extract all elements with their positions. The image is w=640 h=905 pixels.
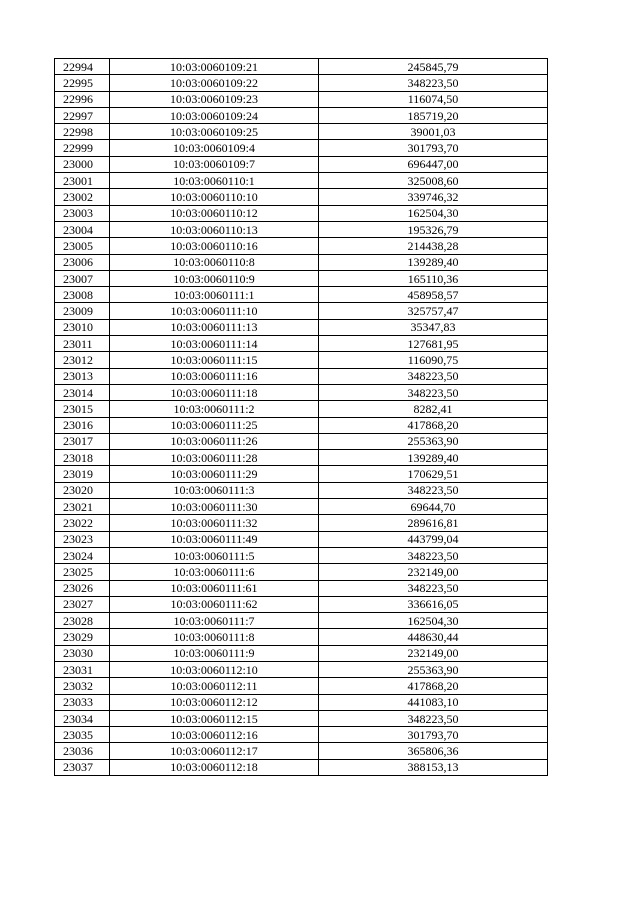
- table-row: [55, 221, 548, 237]
- cadastral-number-cell: 10:03:0060111:7: [110, 613, 319, 629]
- amount-cell: 348223,50: [319, 368, 548, 384]
- amount-cell: 165110,36: [319, 270, 548, 286]
- table-row: [55, 238, 548, 254]
- row-number-cell: 23001: [55, 173, 110, 189]
- row-number-cell: 23032: [55, 678, 110, 694]
- cadastral-number-cell: 10:03:0060111:26: [110, 433, 319, 449]
- cadastral-number-cell: 10:03:0060111:32: [110, 515, 319, 531]
- amount-cell: 365806,36: [319, 743, 548, 759]
- row-number-cell: 23016: [55, 417, 110, 433]
- row-number-cell: 23024: [55, 547, 110, 563]
- cadastral-number-cell: 10:03:0060111:62: [110, 596, 319, 612]
- row-number-cell: 23017: [55, 433, 110, 449]
- row-number-cell: 23019: [55, 466, 110, 482]
- amount-cell: 8282,41: [319, 401, 548, 417]
- cadastral-number-cell: 10:03:0060110:9: [110, 270, 319, 286]
- cadastral-number-cell: 10:03:0060111:6: [110, 564, 319, 580]
- amount-cell: 162504,30: [319, 613, 548, 629]
- row-number-cell: 22999: [55, 140, 110, 156]
- cadastral-number-cell: 10:03:0060111:18: [110, 384, 319, 400]
- row-number-cell: 23034: [55, 710, 110, 726]
- table-row: [55, 75, 548, 91]
- table-row: [55, 140, 548, 156]
- amount-cell: 325008,60: [319, 173, 548, 189]
- table-row: [55, 189, 548, 205]
- amount-cell: 232149,00: [319, 645, 548, 661]
- table-row: [55, 629, 548, 645]
- amount-cell: 388153,13: [319, 759, 548, 775]
- table-row: [55, 173, 548, 189]
- row-number-cell: 23003: [55, 205, 110, 221]
- cadastral-number-cell: 10:03:0060111:2: [110, 401, 319, 417]
- row-number-cell: 22996: [55, 91, 110, 107]
- row-number-cell: 23020: [55, 482, 110, 498]
- row-number-cell: 23030: [55, 645, 110, 661]
- row-number-cell: 23025: [55, 564, 110, 580]
- amount-cell: 69644,70: [319, 499, 548, 515]
- table-row: [55, 613, 548, 629]
- table-row: [55, 319, 548, 335]
- cadastral-number-cell: 10:03:0060109:7: [110, 156, 319, 172]
- amount-cell: 255363,90: [319, 661, 548, 677]
- amount-cell: 139289,40: [319, 254, 548, 270]
- table-row: [55, 694, 548, 710]
- cadastral-number-cell: 10:03:0060111:14: [110, 336, 319, 352]
- table-row: [55, 727, 548, 743]
- table-row: [55, 450, 548, 466]
- cadastral-number-cell: 10:03:0060111:13: [110, 319, 319, 335]
- row-number-cell: 23021: [55, 499, 110, 515]
- table-row: [55, 59, 548, 75]
- cadastral-number-cell: 10:03:0060109:23: [110, 91, 319, 107]
- cadastral-number-cell: 10:03:0060109:25: [110, 124, 319, 140]
- row-number-cell: 23011: [55, 336, 110, 352]
- cadastral-number-cell: 10:03:0060110:10: [110, 189, 319, 205]
- row-number-cell: 23012: [55, 352, 110, 368]
- amount-cell: 339746,32: [319, 189, 548, 205]
- row-number-cell: 23026: [55, 580, 110, 596]
- cadastral-number-cell: 10:03:0060111:61: [110, 580, 319, 596]
- cadastral-number-cell: 10:03:0060111:30: [110, 499, 319, 515]
- row-number-cell: 23002: [55, 189, 110, 205]
- cadastral-number-cell: 10:03:0060111:29: [110, 466, 319, 482]
- row-number-cell: 23010: [55, 319, 110, 335]
- table-row: [55, 107, 548, 123]
- table-row: [55, 124, 548, 140]
- amount-cell: 35347,83: [319, 319, 548, 335]
- table-row: [55, 417, 548, 433]
- table-body: [55, 59, 548, 776]
- amount-cell: 348223,50: [319, 547, 548, 563]
- table-row: [55, 580, 548, 596]
- amount-cell: 255363,90: [319, 433, 548, 449]
- row-number-cell: 23027: [55, 596, 110, 612]
- table-row: [55, 336, 548, 352]
- cadastral-number-cell: 10:03:0060111:16: [110, 368, 319, 384]
- cadastral-number-cell: 10:03:0060111:49: [110, 531, 319, 547]
- table-row: [55, 91, 548, 107]
- row-number-cell: 23005: [55, 238, 110, 254]
- table-row: [55, 205, 548, 221]
- row-number-cell: 23013: [55, 368, 110, 384]
- cadastral-number-cell: 10:03:0060111:28: [110, 450, 319, 466]
- cadastral-number-cell: 10:03:0060109:22: [110, 75, 319, 91]
- amount-cell: 195326,79: [319, 221, 548, 237]
- table-row: [55, 661, 548, 677]
- table-row: [55, 368, 548, 384]
- amount-cell: 301793,70: [319, 727, 548, 743]
- table-row: [55, 466, 548, 482]
- cadastral-number-cell: 10:03:0060112:11: [110, 678, 319, 694]
- amount-cell: 116074,50: [319, 91, 548, 107]
- row-number-cell: 23018: [55, 450, 110, 466]
- table-row: [55, 499, 548, 515]
- amount-cell: 348223,50: [319, 384, 548, 400]
- row-number-cell: 23031: [55, 661, 110, 677]
- cadastral-number-cell: 10:03:0060110:12: [110, 205, 319, 221]
- amount-cell: 417868,20: [319, 417, 548, 433]
- cadastral-number-cell: 10:03:0060112:15: [110, 710, 319, 726]
- amount-cell: 170629,51: [319, 466, 548, 482]
- amount-cell: 185719,20: [319, 107, 548, 123]
- amount-cell: 214438,28: [319, 238, 548, 254]
- row-number-cell: 23006: [55, 254, 110, 270]
- amount-cell: 441083,10: [319, 694, 548, 710]
- cadastral-number-cell: 10:03:0060109:24: [110, 107, 319, 123]
- amount-cell: 443799,04: [319, 531, 548, 547]
- row-number-cell: 23000: [55, 156, 110, 172]
- amount-cell: 348223,50: [319, 710, 548, 726]
- amount-cell: 348223,50: [319, 75, 548, 91]
- row-number-cell: 23029: [55, 629, 110, 645]
- cadastral-number-cell: 10:03:0060110:13: [110, 221, 319, 237]
- table-row: [55, 645, 548, 661]
- amount-cell: 417868,20: [319, 678, 548, 694]
- table-row: [55, 710, 548, 726]
- table-row: [55, 596, 548, 612]
- row-number-cell: 23023: [55, 531, 110, 547]
- table-row: [55, 401, 548, 417]
- amount-cell: 348223,50: [319, 580, 548, 596]
- table-row: [55, 547, 548, 563]
- cadastral-number-cell: 10:03:0060111:10: [110, 303, 319, 319]
- table-row: [55, 303, 548, 319]
- cadastral-number-cell: 10:03:0060112:12: [110, 694, 319, 710]
- row-number-cell: 23036: [55, 743, 110, 759]
- table-row: [55, 678, 548, 694]
- amount-cell: 458958,57: [319, 287, 548, 303]
- amount-cell: 232149,00: [319, 564, 548, 580]
- table-row: [55, 482, 548, 498]
- cadastral-number-cell: 10:03:0060112:16: [110, 727, 319, 743]
- data-table: [54, 58, 548, 776]
- amount-cell: 325757,47: [319, 303, 548, 319]
- amount-cell: 245845,79: [319, 59, 548, 75]
- row-number-cell: 23007: [55, 270, 110, 286]
- table-row: [55, 531, 548, 547]
- row-number-cell: 22995: [55, 75, 110, 91]
- cadastral-number-cell: 10:03:0060110:16: [110, 238, 319, 254]
- row-number-cell: 23037: [55, 759, 110, 775]
- row-number-cell: 23004: [55, 221, 110, 237]
- table-row: [55, 433, 548, 449]
- row-number-cell: 23008: [55, 287, 110, 303]
- cadastral-number-cell: 10:03:0060111:15: [110, 352, 319, 368]
- amount-cell: 289616,81: [319, 515, 548, 531]
- cadastral-number-cell: 10:03:0060112:18: [110, 759, 319, 775]
- cadastral-number-cell: 10:03:0060111:5: [110, 547, 319, 563]
- row-number-cell: 23014: [55, 384, 110, 400]
- row-number-cell: 23033: [55, 694, 110, 710]
- row-number-cell: 23022: [55, 515, 110, 531]
- table-row: [55, 743, 548, 759]
- cadastral-number-cell: 10:03:0060110:8: [110, 254, 319, 270]
- amount-cell: 301793,70: [319, 140, 548, 156]
- amount-cell: 448630,44: [319, 629, 548, 645]
- table-row: [55, 759, 548, 775]
- table-row: [55, 156, 548, 172]
- cadastral-number-cell: 10:03:0060111:3: [110, 482, 319, 498]
- row-number-cell: 23009: [55, 303, 110, 319]
- amount-cell: 116090,75: [319, 352, 548, 368]
- cadastral-number-cell: 10:03:0060111:8: [110, 629, 319, 645]
- table-row: [55, 515, 548, 531]
- row-number-cell: 22997: [55, 107, 110, 123]
- row-number-cell: 23035: [55, 727, 110, 743]
- row-number-cell: 22994: [55, 59, 110, 75]
- table-row: [55, 352, 548, 368]
- amount-cell: 139289,40: [319, 450, 548, 466]
- cadastral-number-cell: 10:03:0060111:1: [110, 287, 319, 303]
- table-row: [55, 287, 548, 303]
- cadastral-number-cell: 10:03:0060109:21: [110, 59, 319, 75]
- amount-cell: 162504,30: [319, 205, 548, 221]
- table-row: [55, 254, 548, 270]
- cadastral-number-cell: 10:03:0060111:9: [110, 645, 319, 661]
- amount-cell: 336616,05: [319, 596, 548, 612]
- cadastral-number-cell: 10:03:0060110:1: [110, 173, 319, 189]
- cadastral-number-cell: 10:03:0060112:17: [110, 743, 319, 759]
- amount-cell: 696447,00: [319, 156, 548, 172]
- amount-cell: 348223,50: [319, 482, 548, 498]
- row-number-cell: 22998: [55, 124, 110, 140]
- row-number-cell: 23015: [55, 401, 110, 417]
- cadastral-number-cell: 10:03:0060112:10: [110, 661, 319, 677]
- table-row: [55, 270, 548, 286]
- amount-cell: 39001,03: [319, 124, 548, 140]
- cadastral-number-cell: 10:03:0060111:25: [110, 417, 319, 433]
- row-number-cell: 23028: [55, 613, 110, 629]
- table-row: [55, 384, 548, 400]
- amount-cell: 127681,95: [319, 336, 548, 352]
- table-row: [55, 564, 548, 580]
- cadastral-number-cell: 10:03:0060109:4: [110, 140, 319, 156]
